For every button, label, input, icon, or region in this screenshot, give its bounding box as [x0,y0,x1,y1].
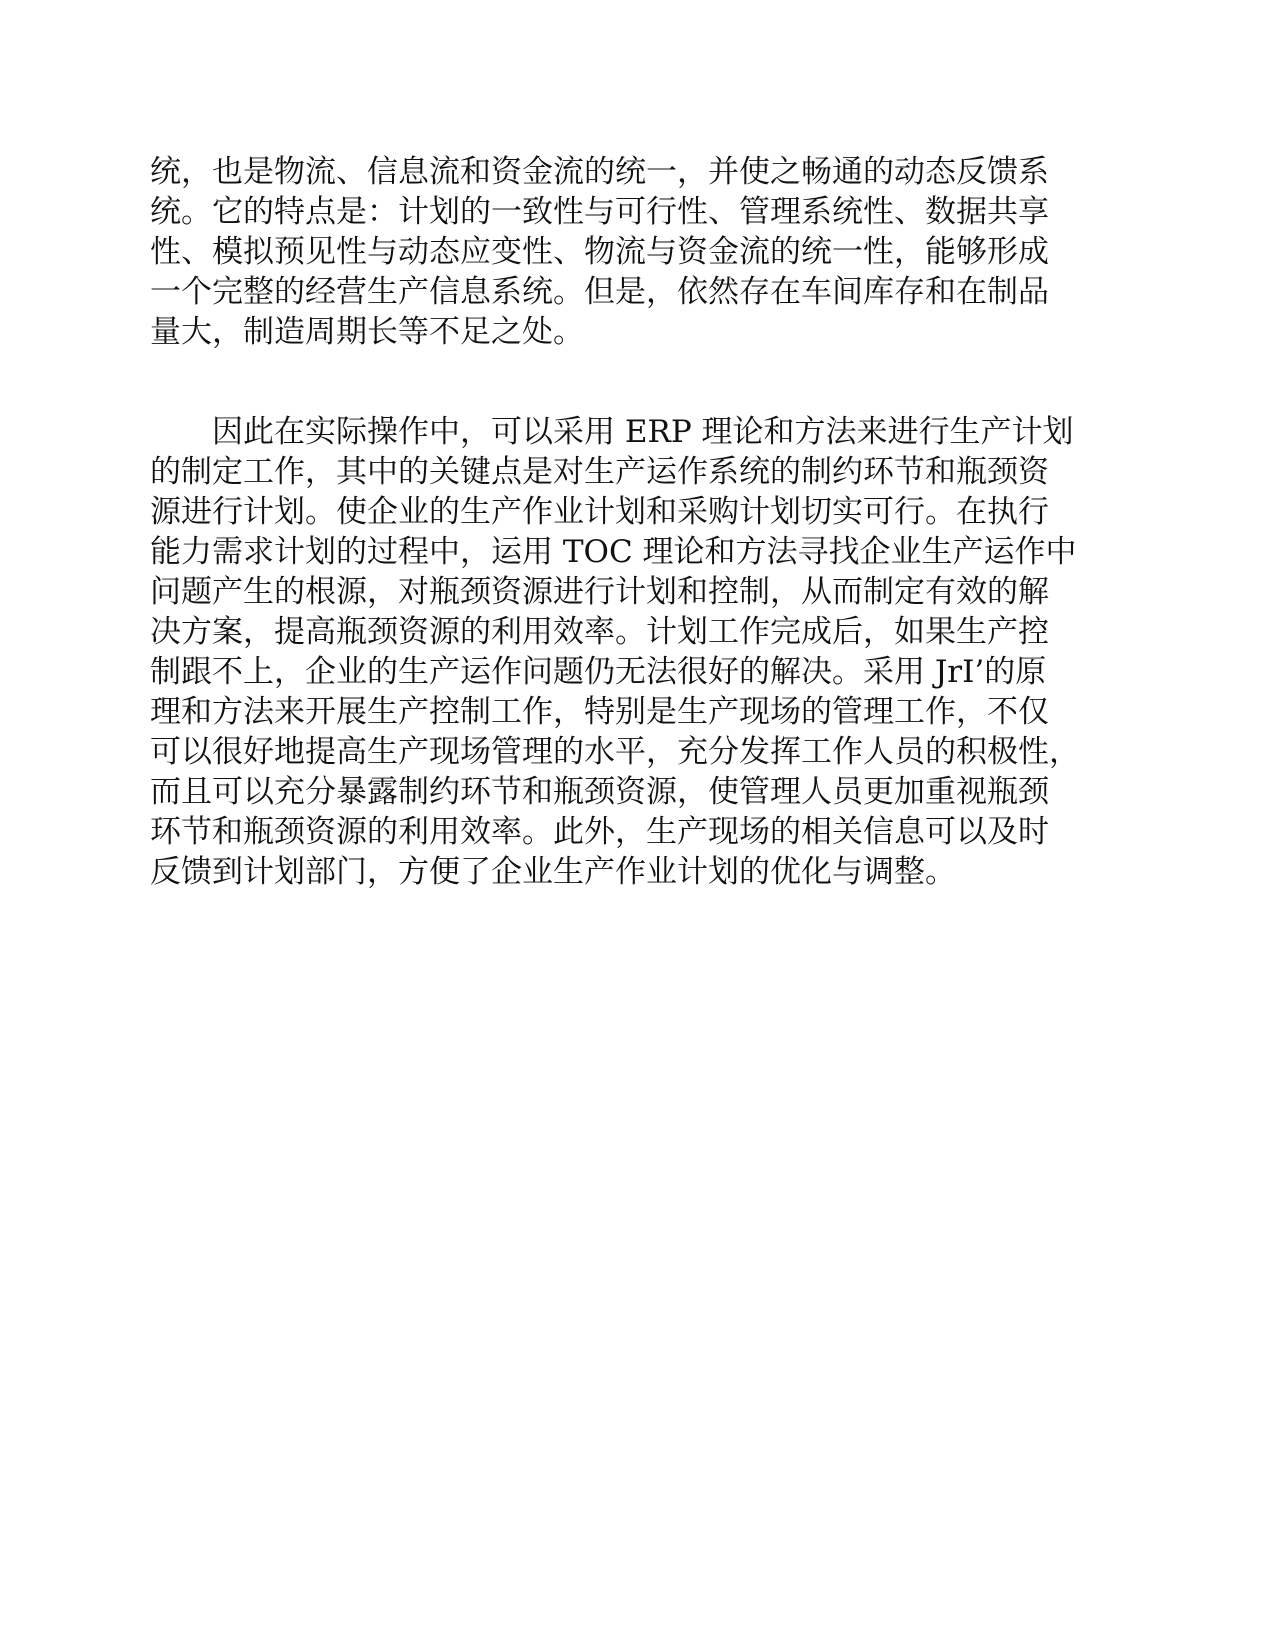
paragraph-line: 环节和瓶颈资源的利用效率。此外，生产现场的相关信息可以及时 [150,814,1049,850]
paragraph-2 [150,412,1120,892]
paragraph-line: 反馈到计划部门，方便了企业生产作业计划的优化与调整。 [150,854,956,890]
paragraph-1 [150,152,1120,352]
paragraph-line: 量大，制造周期长等不足之处。 [150,314,584,350]
paragraph-line: 可以很好地提高生产现场管理的水平，充分发挥工作人员的积极性， [150,734,1080,770]
paragraph-line: 的制定工作，其中的关键点是对生产运作系统的制约环节和瓶颈资 [150,454,1049,490]
paragraph-line: 性、模拟预见性与动态应变性、物流与资金流的统一性，能够形成 [150,234,1049,270]
paragraph-line: 而且可以充分暴露制约环节和瓶颈资源，使管理人员更加重视瓶颈 [150,774,1049,810]
paragraph-line: 一个完整的经营生产信息系统。但是，依然存在车间库存和在制品 [150,274,1049,310]
paragraph-line: 统。它的特点是：计划的一致性与可行性、管理系统性、数据共享 [150,194,1049,230]
paragraph-line: 统，也是物流、信息流和资金流的统一，并使之畅通的动态反馈系 [150,154,1049,190]
paragraph-line: 制跟不上，企业的生产运作问题仍无法很好的解决。采用 JrI’的原 [150,654,1047,690]
paragraph-line: 决方案，提高瓶颈资源的利用效率。计划工作完成后，如果生产控 [150,614,1049,650]
paragraph-line: 问题产生的根源，对瓶颈资源进行计划和控制，从而制定有效的解 [150,574,1049,610]
paragraph-line: 能力需求计划的过程中，运用 TOC 理论和方法寻找企业生产运作中 [150,534,1077,570]
paragraph-line: 理和方法来开展生产控制工作，特别是生产现场的管理工作，不仅 [150,694,1049,730]
paragraph-line: 源进行计划。使企业的生产作业计划和采购计划切实可行。在执行 [150,494,1049,530]
paragraph-line: 因此在实际操作中，可以采用 ERP 理论和方法来进行生产计划 [150,414,1074,450]
